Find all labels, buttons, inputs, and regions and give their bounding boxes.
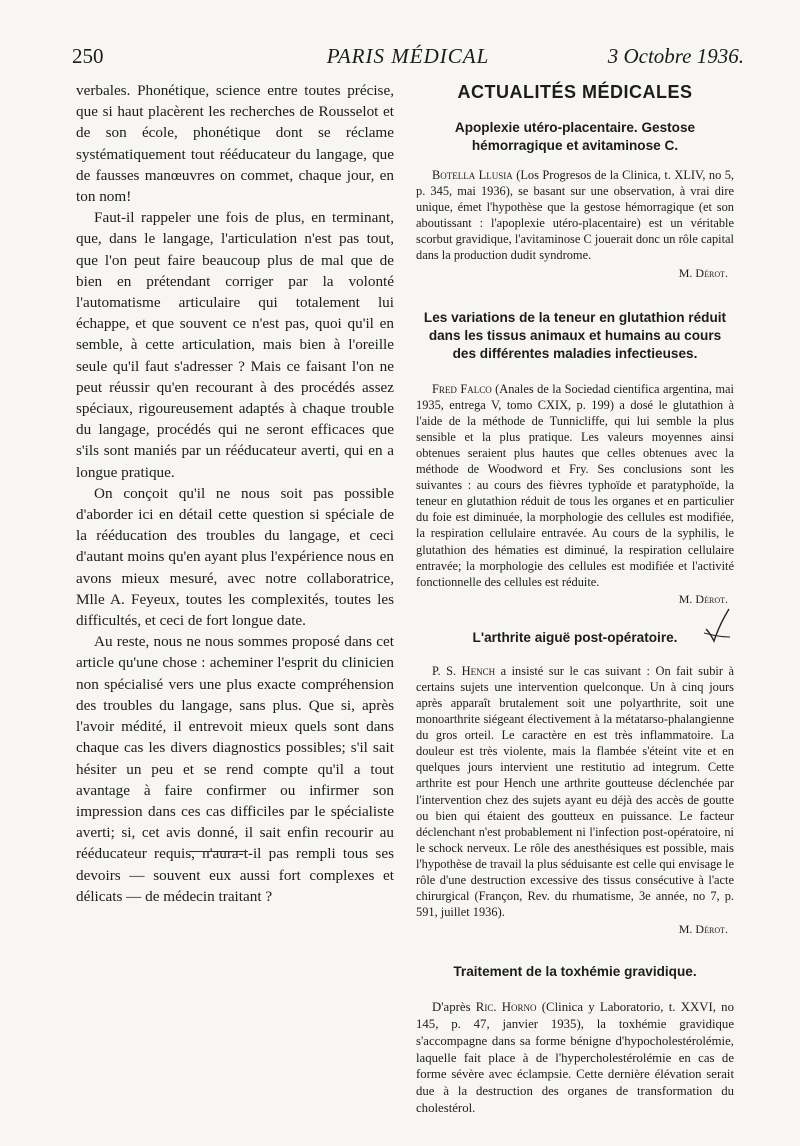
left-column [76,80,394,907]
article-body [416,999,734,1117]
article-title: Traitement de la toxhémie gravidique. [453,964,697,980]
article-title: Apoplexie utéro-placentaire. Gestose hémorragique et avitaminose C. [454,120,696,153]
end-rule [190,851,248,852]
page-header [72,44,744,74]
article [412,629,738,938]
article-title: Les variations de la teneur en glutathion réduit dans les tissus animaux et humains au cours des différentes maladies infectieuses. [423,309,727,361]
paragraph: On conçoit qu'il ne nous soit pas possible d'aborder ici en détail cette question si spéciale de la rééducation des troubles du langage, et ceci d'autant moins qu'en ayant plus l'expérience nous en avons mieux mesuré, avec notre collaboratrice, Mlle A. Feyeux, toutes les complexités, toutes les difficultés, et ceci de fort longue date. [76,484,394,630]
article-title [416,629,734,647]
handwritten-check-icon [702,607,732,647]
section-title: ACTUALITÉS MÉDICALES [457,82,693,102]
page-number: 250 [72,44,104,68]
article-body [416,381,734,590]
article-text: (Anales de la Sociedad cientifica argentina, mai 1935, entrega V, tomo CXIX, p. 199) a dosé le glutathion à l'aide de la méthode de Tunnicliffe, qui lui semble la plus sensible et la plus pratique. Les valeurs moyennes ainsi obtenues seraient plus hautes que celles obtenues avec la méthode de Woodword et Fry. Ses conclusions sont les suivantes : au cours des fièvres typhoïde et paratyphoïde, la teneur en glutathion réduit de tous les organes et en particulier du foie est diminuée, la morphologie des cellules est modifiée, la respiration cellulaire entravée. Au cours de la syphilis, le glutathion des hématies est diminué, la respiration cellulaire entravée; la morphologie des cellules est modifiée et l'activité fonctionnelle des cellules est réduite. [416,381,734,589]
article-author: Botella Llusia [432,168,513,182]
article-text: (Los Progresos de la Clinica, t. XLIV, no 5, p. 345, mai 1936), se basant sur une observation, à vrai dire unique, émet l'hypothèse que la gestose hémorragique (et son aboutissant : l'apoplexie utéro-placentaire) est un véritable scorbut gravidique, l'avitaminose C jouerait donc un rôle capital dans la production dudit syndrome. [416,168,735,263]
journal-title: PARIS MÉDICAL [326,44,490,68]
article-lead: D'après [432,1000,471,1015]
article-author: P. S. Hench [432,663,496,678]
article-author: Fred Falco [432,381,492,396]
article [412,309,738,607]
article-body [416,167,734,264]
paragraph: verbales. Phonétique, science entre toutes précise, que si haut placèrent les recherches de Rousselot et de son école, phonétique dont se réclame systématiquement tout rééducateur du langage, que de fausses manœuvres on commet, chaque jour, en ton nom! [76,82,394,206]
article-title-text: L'arthrite aiguë post-opératoire. [472,629,678,645]
issue-date: 3 Octobre 1936. [607,44,744,68]
right-column [412,80,738,1117]
article [412,963,738,1117]
article-author: Ric. Horno [475,1000,537,1015]
article-signature: M. Dérot. [678,922,728,937]
article-body [416,663,734,921]
paragraph: Au reste, nous ne nous sommes proposé dans cet article qu'une chose : acheminer l'esprit du clinicien non spécialisé vers une plus exacte compréhension des troubles du langage, sans plus. Que si, après l'avoir médité, il entrevoit mieux quels sont dans chaque cas les divers diagnostics possibles; s'il sait hésiter un peu et se rend compte qu'il a tout avantage à faire confirmer ou infirmer son impression dans ces cas difficiles par le spécialiste averti; si, cet avis donné, il sait enfin recourir au rééducateur requis, n'aura-t-il pas rempli tous ses devoirs — souvent eux aussi fort complexes et délicats — de médecin traitant ? [76,633,394,905]
article [412,119,738,281]
article-signature: M. Dérot. [678,265,728,280]
paragraph: Faut-il rappeler une fois de plus, en terminant, que, dans le langage, l'articulation n'est pas tout, que l'on peut faire beaucoup plus de mal que de bien en prétendant corriger par la volonté l'automatisme articulaire qui totalement lui échappe, et que souvent ce n'est pas, quoi qu'il en semble, à cette articulation, mais bien à l'oreille seule qu'il faut s'adresser ? Mais ce faisant l'on ne peut réussir qu'en recourant à des procédés assez spéciaux, rigoureusement adaptés à chaque trouble du langage, procédés qui ne seront efficaces que s'ils sont maniés par un rééducateur averti, qui en a longue pratique. [76,209,394,481]
article-text: a insisté sur le cas suivant : On fait subir à certains sujets une intervention quelconque. Un à cinq jours après apparaît brutalement soit une polyarthrite, soit une monoarthrite siégeant électivement à la métatarso-phalangienne du gros orteil. Le caractère en est très inflammatoire. La douleur est très violente, mais la flambée s'éteint vite et en quelques jours intervient une restitutio ad integrum. Cette arthrite est pour Hench une arthrite goutteuse déclenchée par l'intervention chez des sujets ayant eu déjà des accès de goutte ou bien qui étaient des goutteux en puissance. Le facteur déclenchant n'est probablement ni l'infection post-opératoire, ni le schock nerveux. Le rôle des anesthésiques est possible, mais l'hypothèse de travail la plus séduisante est celle qui envisage le rôle d'une destruction excessive des tissus consécutive à l'acte chirurgical (Françon, Rev. du rhumatisme, 3e année, no 7, p. 591, juillet 1936). [416,663,734,920]
article-text: (Clinica y Laboratorio, t. XXVI, no 145, p. 47, janvier 1935), la toxhémie gravidique s'accompagne dans sa forme bénigne d'hypocholestérolémie, laquelle fait place à de l'hypercholestérolémie en cas de forme sévère avec éclampsie. Cette dernière élévation serait due à la destruction des organes de transformation du cholestérol. [416,1000,734,1116]
article-signature: M. Dérot. [678,591,728,606]
